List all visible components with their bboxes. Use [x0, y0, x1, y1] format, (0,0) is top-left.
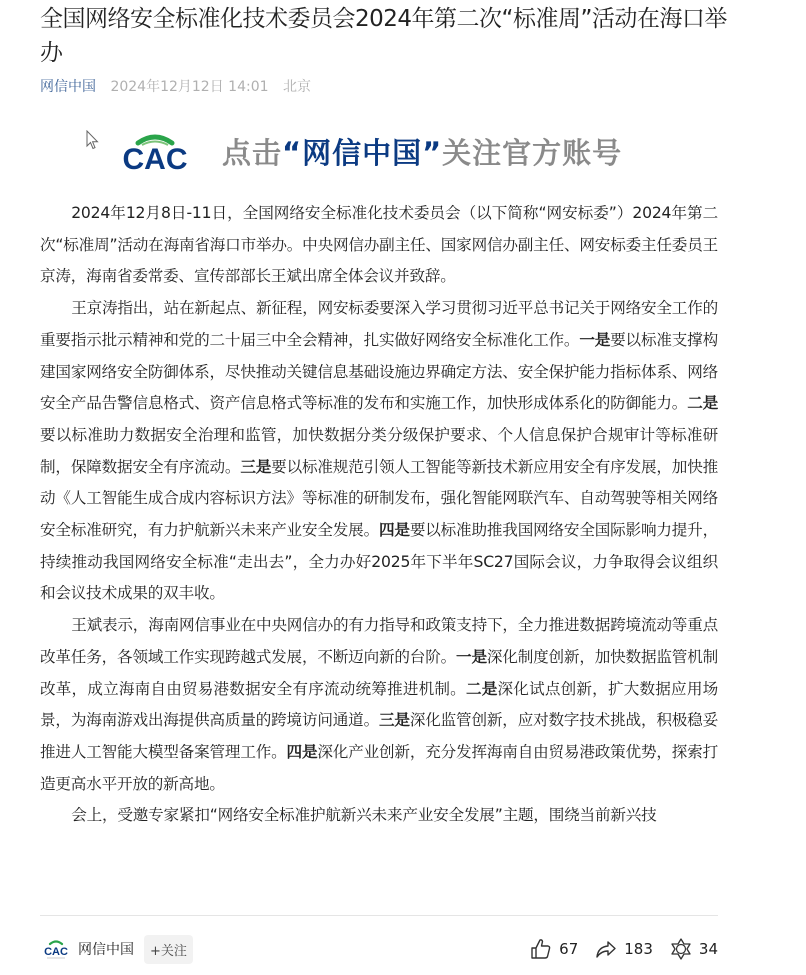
share-button[interactable] [594, 937, 653, 961]
article-paragraph [40, 293, 718, 610]
publish-location: 北京 [282, 79, 311, 95]
article-body [40, 198, 718, 832]
paragraph-text: 深化监管创新，应对数字技术挑战，积极稳妥推进人工智能大模型备案管理工作。 [40, 711, 718, 761]
collect-button[interactable] [669, 937, 718, 961]
article-title: 全国网络安全标准化技术委员会2024年第二次“标准周”活动在海口举办 [40, 6, 727, 66]
paragraph-text: 要以标准助推我国网络安全国际影响力提升，持续推动我国网络安全标准“走出去”，全力办好2025年下半年SC27国际会议，力争取得会议组织和会议技术成果的双丰收。 [40, 521, 718, 603]
article-paragraph [40, 198, 718, 293]
banner-text-highlight: “网信中国” [282, 135, 443, 170]
paragraph-text: 要以标准支撑构建国家网络安全防御体系，尽快推动关键信息基础设施边界确定方法、安全保护能力指标体系、网络安全产品告警信息格式、资产信息格式等标准的发布和实施工作，加快形成体系化的防御能力。 [40, 330, 718, 413]
svg-text:CAC: CAC [44, 946, 68, 958]
collect-count: 34 [698, 940, 718, 958]
emphasis-text: 一是 [579, 330, 611, 349]
banner-text-after: 关注官方账号 [442, 135, 623, 170]
paragraph-text: 会上，受邀专家紧扣“网络安全标准护航新兴未来产业安全发展”主题，围绕当前新兴技 [71, 806, 657, 825]
article-paragraph [40, 610, 718, 800]
article-meta [40, 77, 311, 97]
logo-text: CAC [122, 143, 188, 173]
article-paragraph [40, 800, 718, 832]
emphasis-text: 一是 [456, 647, 487, 666]
share-arrow-icon [594, 937, 618, 961]
source-link[interactable]: 网信中国 [40, 79, 96, 95]
paragraph-text: 深化制度创新，加快数据监管机制改革，成立海南自由贸易港数据安全有序流动统筹推进机制。 [40, 647, 718, 698]
share-count: 183 [624, 940, 653, 958]
paragraph-text: 深化试点创新，扩大数据应用场景，为海南游戏出海提供高质量的跨境访问通道。 [40, 679, 718, 730]
thumbs-up-icon [529, 937, 553, 961]
collect-star-icon [669, 937, 693, 961]
paragraph-text: 要以标准规范引领人工智能等新技术新应用安全有序发展，加快推动《人工智能生成合成内容标识方法》等标准的研制发布，强化智能网联汽车、自动驾驶等相关网络安全标准研究，有力护航新兴未来产业安全发展。 [40, 457, 719, 540]
publish-datetime: 2024年12月12日 14:01 [110, 79, 269, 95]
emphasis-text: 四是 [379, 521, 410, 540]
follow-banner[interactable] [86, 128, 622, 174]
emphasis-text: 二是 [687, 394, 718, 413]
cac-logo-icon [110, 129, 200, 173]
author-avatar[interactable] [40, 933, 72, 965]
paragraph-text: 2024年12月8日-11日，全国网络安全标准化技术委员会（以下简称“网安标委”）2024年第二次“标准周”活动在海南省海口市举办。中央网信办副主任、国家网信办副主任、网安标委主任委员王京涛，海南省委常委、宣传部部长王斌出席全体会议并致辞。 [40, 204, 718, 286]
banner-text [222, 131, 622, 172]
emphasis-text: 三是 [379, 711, 410, 730]
banner-text-before: 点击 [222, 135, 283, 170]
paragraph-text: 要以标准助力数据安全治理和监管，加快数据分类分级保护要求、个人信息保护合规审计等标准研制，保障数据安全有序流动。 [40, 425, 718, 476]
author-name[interactable]: 网信中国 [78, 942, 134, 958]
like-count: 67 [559, 940, 579, 958]
emphasis-text: 四是 [286, 742, 318, 761]
article-footer [40, 933, 718, 965]
paragraph-text: 王京涛指出，站在新起点、新征程，网安标委要深入学习贯彻习近平总书记关于网络安全工作的重要指示批示精神和党的二十届三中全会精神，扎实做好网络安全标准化工作。 [40, 299, 718, 349]
cac-logo-icon [41, 938, 71, 960]
emphasis-text: 三是 [240, 457, 272, 476]
mouse-cursor-icon [86, 130, 100, 150]
paragraph-text: 王斌表示，海南网信事业在中央网信办的有力指导和政策支持下，全力推进数据跨境流动等重点改革任务，各领域工作实现跨越式发展，不断迈向新的台阶。 [40, 616, 718, 666]
follow-button[interactable]: +关注 [144, 935, 193, 964]
paragraph-text: 深化产业创新，充分发挥海南自由贸易港政策优势，探索打造更高水平开放的新高地。 [40, 742, 718, 793]
like-button[interactable] [529, 937, 578, 961]
emphasis-text: 二是 [465, 679, 498, 698]
footer-divider [40, 915, 718, 916]
